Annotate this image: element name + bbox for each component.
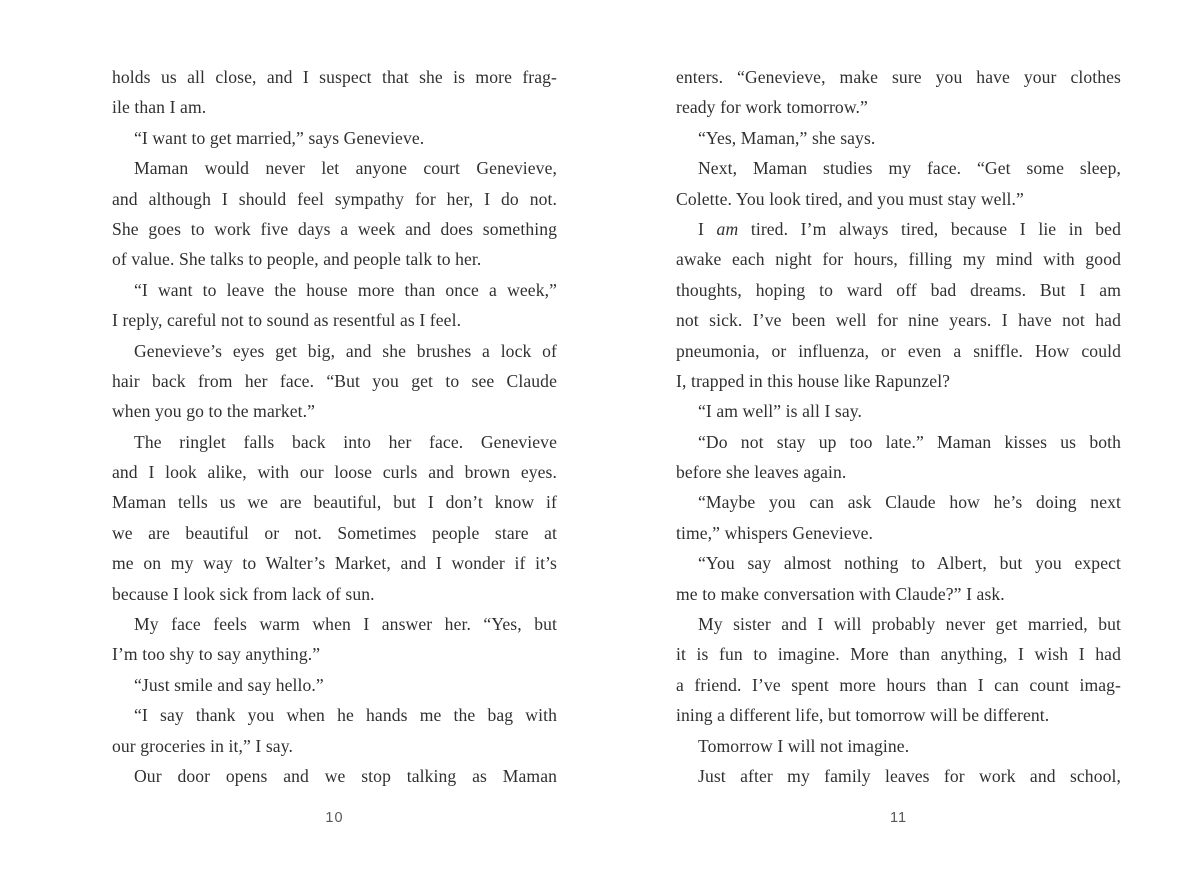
text-line: we are beautiful or not. Sometimes people stare at: [112, 522, 557, 543]
text-line: “Yes, Maman,” she says.: [698, 127, 876, 148]
text-line: “I say thank you when he hands me the bag with: [134, 705, 557, 726]
text-line: My sister and I will probably never get married, but: [698, 614, 1121, 635]
book-page-right: [676, 62, 1121, 852]
page-number: 11: [889, 810, 908, 826]
text-line: Tomorrow I will not imagine.: [698, 735, 910, 756]
text-line: ining a different life, but tomorrow will be different.: [676, 705, 1050, 726]
text-line: I, trapped in this house like Rapunzel?: [676, 370, 951, 391]
page-text: [676, 62, 1121, 791]
text-line: “You say almost nothing to Albert, but you expect: [698, 553, 1121, 574]
text-line: I am tired. I’m always tired, because I lie in bed: [698, 218, 1121, 239]
text-line: when you go to the market.”: [112, 401, 316, 422]
text-line: holds us all close, and I suspect that she is more frag-: [112, 67, 557, 87]
text-line: not sick. I’ve been well for nine years. I have not had: [676, 310, 1121, 331]
text-line: enters. “Genevieve, make sure you have your clothes: [676, 67, 1121, 87]
text-line: time,” whispers Genevieve.: [676, 522, 874, 543]
text-line: I’m too shy to say anything.”: [112, 644, 321, 665]
text-line: She goes to work five days a week and does something: [112, 218, 557, 239]
text-line: Genevieve’s eyes get big, and she brushes a lock of: [134, 340, 557, 361]
text-line: I reply, careful not to sound as resentful as I feel.: [112, 310, 462, 331]
text-line: Next, Maman studies my face. “Get some sleep,: [698, 158, 1121, 179]
text-line: me on my way to Walter’s Market, and I wonder if it’s: [112, 553, 557, 574]
text-line: “I am well” is all I say.: [698, 401, 863, 422]
text-line: Maman would never let anyone court Genevieve,: [134, 158, 557, 179]
text-line: Just after my family leaves for work and school,: [698, 765, 1121, 786]
text-line: “Just smile and say hello.”: [134, 674, 324, 695]
text-line: “I want to get married,” says Genevieve.: [134, 127, 425, 148]
text-line: “Do not stay up too late.” Maman kisses us both: [698, 431, 1121, 452]
text-line: pneumonia, or influenza, or even a sniffle. How could: [676, 340, 1121, 361]
text-line: “I want to leave the house more than once a week,”: [134, 279, 557, 300]
text-line: thoughts, hoping to ward off bad dreams. But I am: [676, 279, 1121, 300]
text-line: awake each night for hours, filling my mind with good: [676, 249, 1121, 270]
text-line: and I look alike, with our loose curls and brown eyes.: [112, 462, 557, 483]
text-line: because I look sick from lack of sun.: [112, 583, 375, 604]
text-line: me to make conversation with Claude?” I ask.: [676, 583, 1005, 604]
text-line: ready for work tomorrow.”: [676, 97, 868, 118]
text-line: “Maybe you can ask Claude how he’s doing next: [698, 492, 1121, 513]
text-line: a friend. I’ve spent more hours than I can count imag-: [676, 674, 1121, 695]
text-line: and although I should feel sympathy for her, I do not.: [112, 188, 557, 209]
text-line: hair back from her face. “But you get to see Claude: [112, 370, 557, 391]
text-line: Our door opens and we stop talking as Maman: [134, 765, 557, 786]
text-line: Colette. You look tired, and you must stay well.”: [676, 188, 1024, 209]
text-line: it is fun to imagine. More than anything, I wish I had: [676, 644, 1121, 665]
book-page-left: [112, 62, 557, 852]
text-line: of value. She talks to people, and people talk to her.: [112, 249, 482, 270]
text-line: My face feels warm when I answer her. “Yes, but: [134, 614, 557, 635]
text-line: Maman tells us we are beautiful, but I don’t know if: [112, 492, 557, 513]
page-number: 10: [325, 810, 344, 826]
text-line: The ringlet falls back into her face. Genevieve: [134, 431, 557, 452]
text-line: ile than I am.: [112, 97, 207, 118]
text-line: our groceries in it,” I say.: [112, 735, 293, 756]
page-text: [112, 62, 557, 791]
text-line: before she leaves again.: [676, 462, 847, 483]
